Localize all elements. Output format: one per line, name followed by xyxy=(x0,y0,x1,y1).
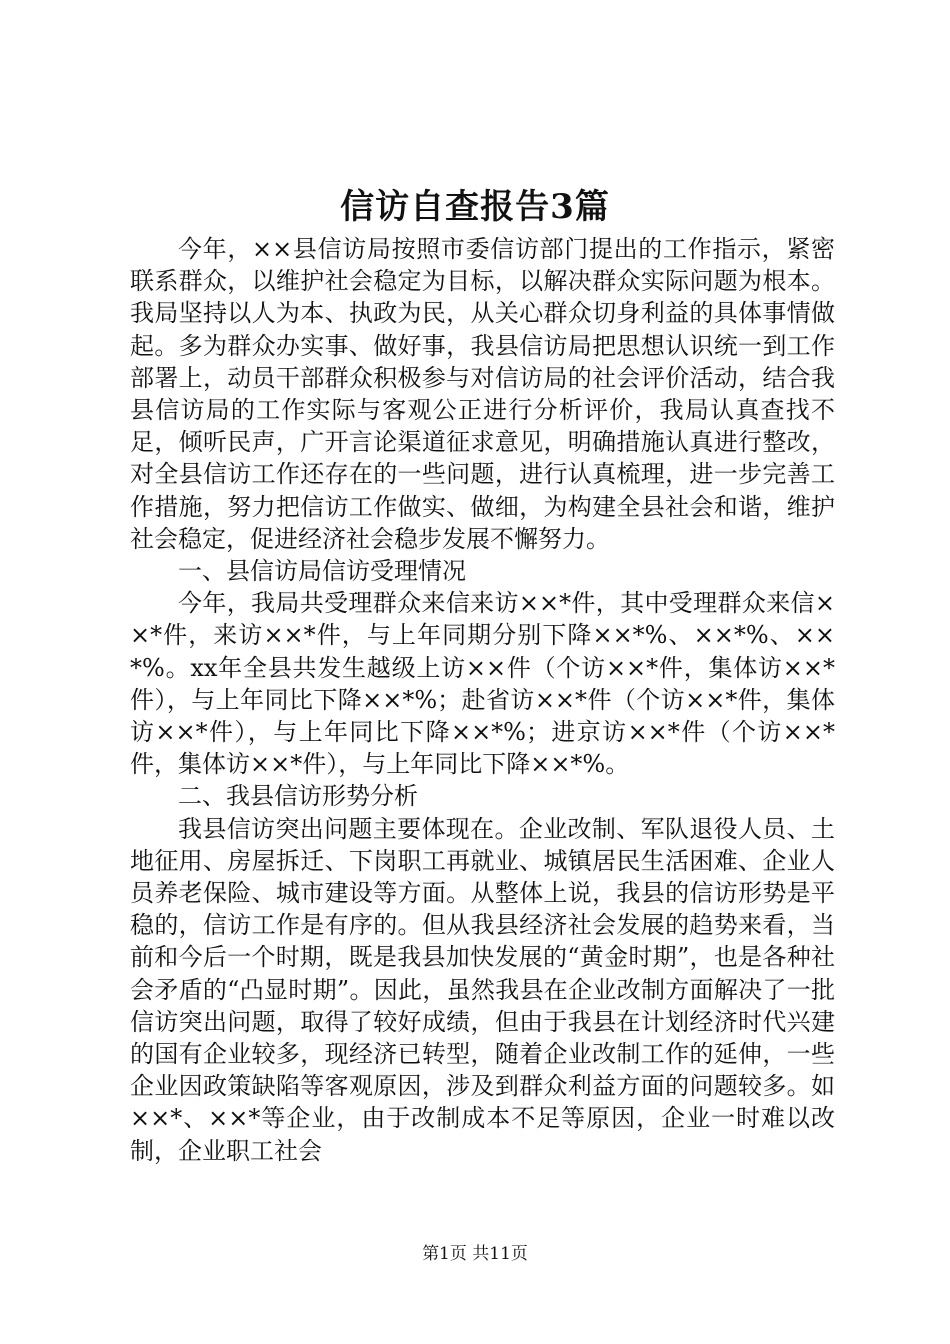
section-heading-2: 二、我县信访形势分析 xyxy=(178,782,418,811)
section-heading-1: 一、县信访局信访受理情况 xyxy=(178,557,466,586)
document-title: 信访自查报告3篇 xyxy=(340,187,610,227)
intro-paragraph: 今年，××县信访局按照市委信访部门提出的工作指示，紧密联系群众，以维护社会稳定为目标，以解决群众实际问题为根本。我局坚持以人为本、执政为民，从关心群众切身利益的具体事情做起。多为群众办实事、做好事，我县信访局把思想认识统一到工作部署上，动员干部群众积极参与对信访局的社会评价活动，结合我县信访局的工作实际与客观公正进行分析评价，我局认真查找不足，倾听民声，广开言论渠道征求意见，明确措施认真进行整改，对全县信访工作还存在的一些问题，进行认真梳理，进一步完善工作措施，努力把信访工作做实、做细，为构建全县社会和谐，维护社会稳定，促进经济社会稳步发展不懈努力。 xyxy=(130,235,835,553)
document-body xyxy=(130,233,835,1167)
section-1-paragraph: 今年，我局共受理群众来信来访××*件，其中受理群众来信××*件，来访××*件，与上年同期分别下降××*%、××*%、××*%。xx年全县共发生越级上访××件（个访××*件，集体访××*件），与上年同比下降××*%；赴省访××*件（个访××*件，集体访××*件），与上年同比下降××*%；进京访××*件（个访××*件，集体访××*件），与上年同比下降××*%。 xyxy=(130,589,835,779)
page-number-footer: 第1页 共11页 xyxy=(422,1244,528,1264)
section-2-paragraph: 我县信访突出问题主要体现在。企业改制、军队退役人员、土地征用、房屋拆迁、下岗职工再就业、城镇居民生活困难、企业人员养老保险、城市建设等方面。从整体上说，我县的信访形势是平稳的，信访工作是有序的。但从我县经济社会发展的趋势来看，当前和今后一个时期，既是我县加快发展的“黄金时期”，也是各种社会矛盾的“凸显时期”。因此，虽然我县在企业改制方面解决了一批信访突出问题，取得了较好成绩，但由于我县在计划经济时代兴建的国有企业较多，现经济已转型，随着企业改制工作的延伸，一些企业因政策缺陷等客观原因，涉及到群众利益方面的问题较多。如××*、××*等企业，由于改制成本不足等原因，企业一时难以改制，企业职工社会 xyxy=(130,814,835,1165)
